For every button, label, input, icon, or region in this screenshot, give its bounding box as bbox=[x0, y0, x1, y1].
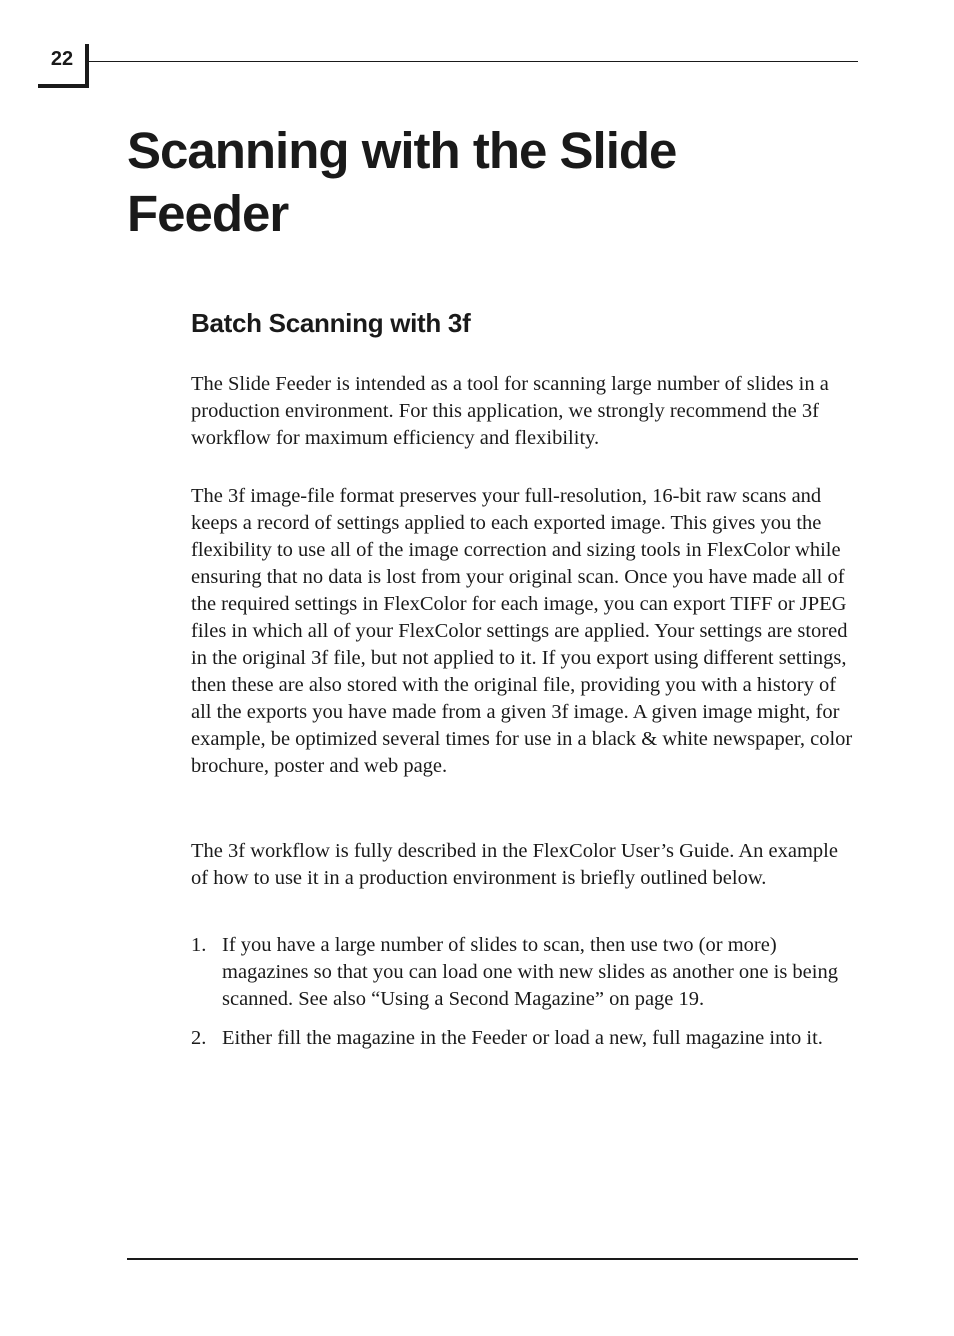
section-heading: Batch Scanning with 3f bbox=[191, 308, 471, 338]
page-number: 22 bbox=[50, 48, 74, 70]
list-item bbox=[191, 1025, 855, 1052]
step-text: If you have a large number of slides to scan, then use two (or more) magazines so that you can load one with new slides as another one is being scanned. See also “Using a Second Magazine” on page 19. bbox=[222, 934, 838, 1010]
list-item bbox=[191, 932, 855, 1013]
steps-list bbox=[191, 932, 855, 1064]
step-number: 2. bbox=[191, 1027, 207, 1049]
body-paragraph-3f-format: The 3f image-file format preserves your full-resolution, 16-bit raw scans and keeps a record of settings applied to each exported image. This gives you the flexibility to use all of the image correction and sizing tools in FlexColor while ensuring that no data is lost from your original scan. Once you have made all of the required settings in FlexColor for each image, you can export TIFF or JPEG files in which all of your FlexColor settings are applied. Your settings are stored in the original 3f file, but not applied to it. If you export using different settings, then these are also stored with the original file, providing you with a history of all the exports you have made from a given 3f image. A given image might, for example, be optimized several times for use in a black & white newspaper, color brochure, poster and web page. bbox=[191, 485, 853, 777]
body-paragraph-workflow: The 3f workflow is fully described in the FlexColor User’s Guide. An example of how to use it in a production environment is briefly outlined below. bbox=[191, 840, 838, 889]
page-corner-mark-vertical bbox=[85, 44, 89, 88]
step-number: 1. bbox=[191, 934, 207, 956]
body-paragraph-intro: The Slide Feeder is intended as a tool for scanning large number of slides in a production environment. For this application, we strongly recommend the 3f workflow for maximum efficiency and flexibility. bbox=[191, 373, 829, 449]
step-text: Either fill the magazine in the Feeder or load a new, full magazine into it. bbox=[222, 1027, 823, 1049]
footer-rule bbox=[127, 1258, 858, 1260]
chapter-title: Scanning with the Slide Feeder bbox=[127, 122, 677, 242]
header-rule bbox=[89, 61, 858, 62]
page-corner-mark-horizontal bbox=[38, 84, 89, 88]
